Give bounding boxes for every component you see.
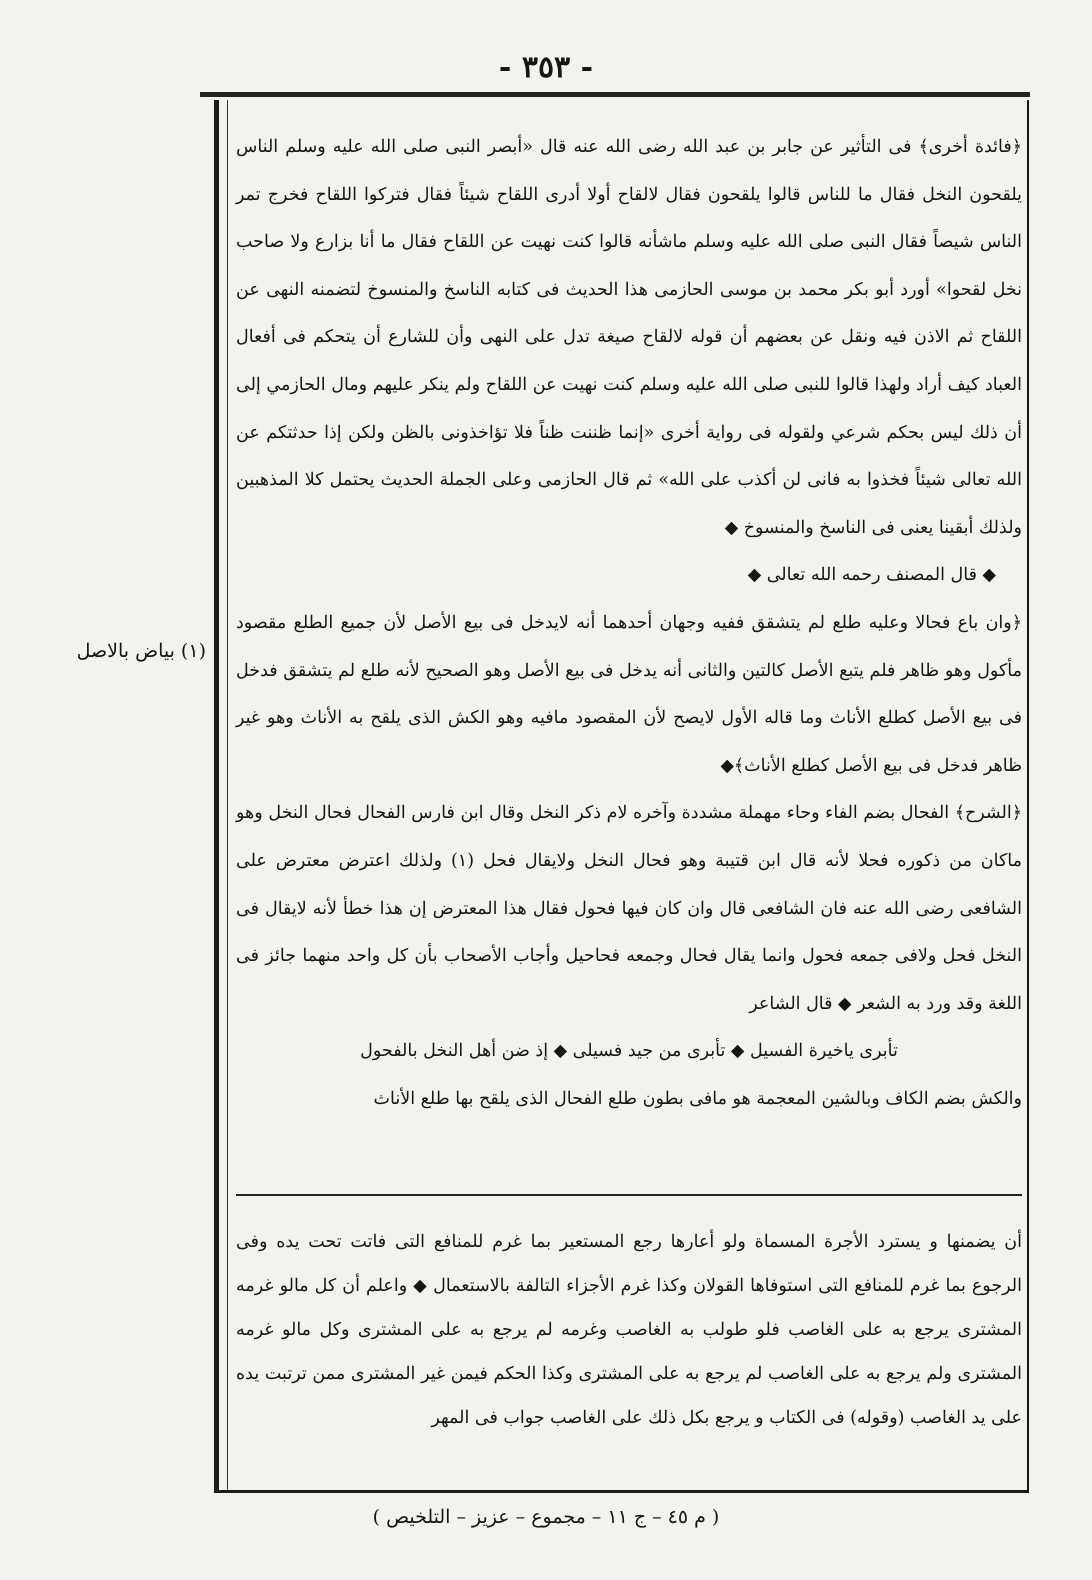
page-number: - ٣٥٣ - (498, 50, 594, 85)
paragraph-matn: ﴿وان باع فحالا وعليه طلع لم يتشقق ففيه وجهان أحدهما أنه لايدخل فى بيع الأصل لأن جميع الطلع مقصود مأكول وهو ظاهر فلم يتبع الأصل كالتين والثانى أنه يدخل فى بيع الأصل وهو الصحيح لأنه طلع لم يتشقق فدخل فى بيع الأصل كطلع الأناث وما قاله الأول لايصح لأن المقصود مافيه وهو الكش الذى يلقح به الأناث وهو غير ظاهر فدخل فى بيع الأصل كطلع الأناث﴾◆ (236, 612, 1022, 776)
paragraph-sharh: ﴿الشرح﴾ الفحال بضم الفاء وحاء مهملة مشددة وآخره لام ذكر النخل وقال ابن فارس الفحال فحال النخل وهو ماكان من ذكوره فحلا لأنه قال ابن قتيبة وهو فحال النخل ولايقال فحل (١) ولذلك اعترض معترض على الشافعى رضى الله عنه فان الشافعى قال وان كان فيها فحول فقال هذا المعترض إن هذا خطأ لأنه لايقال فى النخل فحل ولافى جمعه فحول وانما يقال فحال وجمعه فحاحيل وأجاب الأصحاب بأن كل واحد منهما جائز فى اللغة وقد ورد به الشعر ◆ قال الشاعر (236, 803, 1022, 1014)
top-rule (200, 92, 1030, 97)
main-text (236, 124, 1022, 1123)
margin-note: (١) بياض بالاصل (76, 640, 206, 662)
poetry-verse: تأبرى ياخيرة الفسيل ◆ تأبرى من جيد فسيلى ◆ إذ ضن أهل النخل بالفحول (360, 1041, 898, 1062)
paragraph-faida: ﴿فائدة أخرى﴾ فى التأثير عن جابر بن عبد الله رضى الله عنه قال «أبصر النبى صلى الله عليه وسلم الناس يلقحون النخل فقال ما للناس قالوا يلقحون فقال لالقاح أولا أدرى اللقاح شيئاً فقال فتركوا اللقاح فخرج تمر الناس شيصاً فقال النبى صلى الله عليه وسلم ماشأنه قالوا كنت نهيت عن اللقاح فقال ما أنا بزارع ولا صاحب نخل لقحوا» أورد أبو بكر محمد بن موسى الحازمى هذا الحديث فى كتابه الناسخ والمنسوخ لتضمنه النهى عن اللقاح ثم الاذن فيه ونقل عن بعضهم أن قوله لالقاح صيغة تدل على النهى وأن للشارع أن يتحكم فى أفعال العباد كيف أراد ولهذا قالوا للنبى صلى الله عليه وسلم كنت نهيت عن اللقاح ولم ينكر عليهم ومال الحازمي إلى أن ذلك ليس بحكم شرعي ولقوله فى رواية أخرى «إنما ظننت ظناً فلا تؤاخذونى بالظن ولكن إذا حدثتكم عن الله تعالى شيئاً فخذوا به فانى لن أكذب على الله» ثم قال الحازمى وعلى الجملة الحديث يحتمل كلا المذهبين ولذلك أبقينا يعنى فى الناسخ والمنسوخ ◆ (236, 137, 1022, 538)
footnote-section (236, 1220, 1022, 1440)
footnote-paragraph: أن يضمنها و يسترد الأجرة المسماة ولو أعارها رجع المستعير بما غرم للمنافع التى فاتت تحت يده وفى الرجوع بما غرم للمنافع التى استوفاها القولان وكذا غرم الأجزاء التالفة بالاستعمال ◆ واعلم أن كل مالو غرمه المشترى يرجع به على الغاصب فلو طولب به الغاصب وغرمه لم يرجع به على المشترى وكل مالو غرمه المشترى ولم يرجع به على الغاصب لم يرجع به على المشترى وكذا الحكم فيمن غير المشترى ممن ترتبت يده على يد الغاصب (وقوله) فى الكتاب و يرجع بكل ذلك على الغاصب جواب فى المهر (236, 1232, 1022, 1428)
paragraph-kash: والكش بضم الكاف وبالشين المعجمة هو مافى بطون طلع الفحال الذى يلقح بها طلع الأناث (373, 1088, 1022, 1109)
printer-signature: ( م ٤٥ – ج ١١ – مجموع – عزيز – التلخيص ) (372, 1506, 720, 1528)
paragraph-musannif-heading: ◆ قال المصنف رحمه الله تعالى ◆ (747, 565, 996, 586)
footnote-divider (236, 1194, 1022, 1196)
